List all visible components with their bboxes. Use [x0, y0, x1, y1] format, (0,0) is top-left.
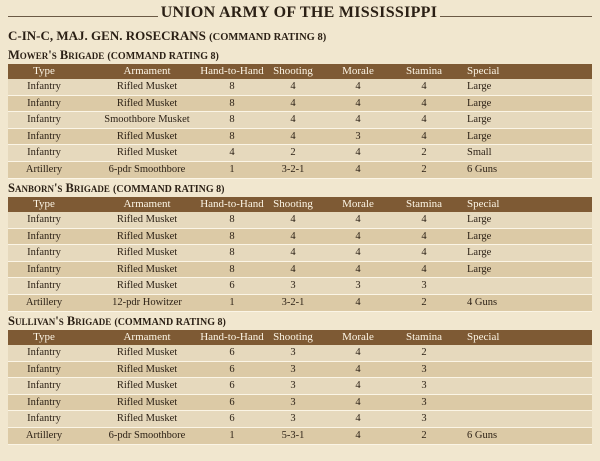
cell-stamina: 4	[421, 130, 427, 142]
column-header-stamina: Stamina	[405, 65, 443, 77]
cell-hand-to-hand: 8	[229, 81, 235, 92]
table-row	[8, 96, 592, 113]
table-row	[8, 229, 592, 246]
cell-hand-to-hand: 8	[229, 247, 235, 259]
cell-type: Infantry	[27, 263, 61, 275]
cell-special: 6 Guns	[467, 429, 498, 441]
brigade-rating: (COMMAND RATING 8)	[114, 317, 226, 328]
commander-line	[8, 28, 326, 44]
cell-morale: 4	[355, 163, 361, 175]
cell-type: Infantry	[27, 81, 61, 92]
cell-hand-to-hand: 8	[229, 230, 235, 242]
cell-special: Large	[467, 230, 492, 242]
cell-special: Large	[467, 247, 492, 259]
table-row	[8, 262, 592, 279]
page-header	[0, 4, 600, 26]
cell-shooting: 4	[290, 81, 296, 92]
cell-morale: 4	[355, 363, 361, 375]
cell-armament: Rifled Musket	[116, 263, 178, 275]
table-row	[8, 395, 592, 412]
cell-armament: Rifled Musket	[116, 214, 178, 225]
cell-hand-to-hand: 8	[229, 97, 235, 109]
cell-armament: Rifled Musket	[116, 396, 178, 408]
column-header-shooting: Shooting	[273, 331, 313, 343]
cell-special: 4 Guns	[467, 296, 498, 308]
cell-morale: 4	[355, 230, 361, 242]
cell-stamina: 3	[421, 280, 427, 292]
table-row	[8, 79, 592, 96]
cell-shooting: 3	[290, 347, 296, 358]
cell-stamina: 3	[421, 396, 427, 408]
cell-type: Infantry	[27, 380, 61, 392]
cell-shooting: 4	[290, 263, 296, 275]
cell-stamina: 2	[421, 429, 427, 441]
cell-shooting: 3	[290, 280, 296, 292]
cell-shooting: 4	[290, 230, 296, 242]
table-row	[8, 378, 592, 395]
cell-hand-to-hand: 8	[229, 214, 235, 225]
cell-shooting: 2	[290, 147, 296, 159]
cell-type: Infantry	[27, 130, 61, 142]
column-header-stamina: Stamina	[405, 331, 443, 343]
cell-armament: Rifled Musket	[116, 97, 178, 109]
cell-stamina: 4	[421, 214, 427, 225]
table-row	[8, 428, 592, 445]
cell-armament: Rifled Musket	[116, 347, 178, 358]
cell-type: Infantry	[27, 396, 61, 408]
cell-shooting: 4	[290, 247, 296, 259]
cell-type: Infantry	[27, 147, 61, 159]
cell-stamina: 3	[421, 363, 427, 375]
column-header-special: Special	[467, 65, 500, 77]
cell-type: Infantry	[27, 347, 61, 358]
cell-stamina: 3	[421, 380, 427, 392]
cell-special: Large	[467, 97, 492, 109]
brigade-name: Mower's Brigade	[8, 48, 105, 62]
cell-morale: 4	[355, 296, 361, 308]
table-row	[8, 362, 592, 379]
brigade-section-sanborn	[8, 180, 592, 312]
table-header-row	[8, 330, 592, 345]
cell-shooting: 5-3-1	[281, 429, 305, 441]
table-row	[8, 411, 592, 428]
cell-armament: Rifled Musket	[116, 413, 178, 425]
cell-morale: 4	[355, 147, 361, 159]
table-row	[8, 278, 592, 295]
table-row	[8, 129, 592, 146]
cell-hand-to-hand: 8	[229, 263, 235, 275]
cell-armament: Rifled Musket	[116, 81, 178, 92]
cell-armament: Rifled Musket	[116, 247, 178, 259]
cell-shooting: 4	[290, 214, 296, 225]
cell-hand-to-hand: 1	[229, 429, 235, 441]
cell-stamina: 4	[421, 81, 427, 92]
cell-shooting: 3	[290, 396, 296, 408]
column-header-hand-to-hand: Hand-to-Hand	[200, 331, 264, 343]
cell-hand-to-hand: 6	[229, 380, 235, 392]
cell-armament: Rifled Musket	[116, 380, 178, 392]
cell-type: Infantry	[27, 413, 61, 425]
cell-armament: 12-pdr Howitzer	[112, 296, 182, 308]
table-row	[8, 345, 592, 362]
commander-name: C-IN-C, MAJ. GEN. ROSECRANS	[8, 28, 206, 43]
column-header-type: Type	[33, 198, 55, 210]
cell-armament: 6-pdr Smoothbore	[108, 163, 186, 175]
cell-type: Infantry	[27, 97, 61, 109]
cell-hand-to-hand: 6	[229, 413, 235, 425]
cell-morale: 4	[355, 380, 361, 392]
cell-stamina: 3	[421, 413, 427, 425]
cell-armament: Rifled Musket	[116, 280, 178, 292]
title-rule-right	[440, 16, 592, 17]
cell-morale: 4	[355, 263, 361, 275]
cell-special: 6 Guns	[467, 163, 498, 175]
brigade-title	[8, 313, 592, 330]
cell-stamina: 2	[421, 147, 427, 159]
cell-morale: 4	[355, 429, 361, 441]
column-header-morale: Morale	[342, 331, 374, 343]
cell-type: Infantry	[27, 247, 61, 259]
column-header-shooting: Shooting	[273, 65, 313, 77]
brigade-title	[8, 47, 592, 64]
cell-hand-to-hand: 6	[229, 363, 235, 375]
column-header-armament: Armament	[123, 198, 171, 210]
cell-stamina: 2	[421, 347, 427, 358]
cell-morale: 4	[355, 396, 361, 408]
cell-morale: 4	[355, 81, 361, 92]
cell-special: Large	[467, 263, 492, 275]
cell-shooting: 3-2-1	[281, 296, 305, 308]
cell-hand-to-hand: 1	[229, 296, 235, 308]
cell-hand-to-hand: 8	[229, 130, 235, 142]
cell-shooting: 4	[290, 130, 296, 142]
table-row	[8, 212, 592, 229]
cell-stamina: 4	[421, 247, 427, 259]
cell-special: Small	[467, 147, 492, 159]
cell-type: Infantry	[27, 280, 61, 292]
cell-morale: 4	[355, 114, 361, 126]
table-row	[8, 245, 592, 262]
brigade-name: Sanborn's Brigade	[8, 181, 110, 195]
table-row	[8, 162, 592, 179]
table-header-row	[8, 64, 592, 79]
cell-special: Large	[467, 114, 492, 126]
column-header-hand-to-hand: Hand-to-Hand	[200, 198, 264, 210]
cell-morale: 4	[355, 247, 361, 259]
cell-morale: 4	[355, 413, 361, 425]
cell-type: Artillery	[25, 429, 63, 441]
cell-hand-to-hand: 6	[229, 396, 235, 408]
cell-special: Large	[467, 81, 492, 92]
column-header-type: Type	[33, 65, 55, 77]
cell-stamina: 2	[421, 163, 427, 175]
cell-shooting: 3	[290, 380, 296, 392]
cell-morale: 3	[355, 280, 361, 292]
title-rule-left	[8, 16, 158, 17]
column-header-shooting: Shooting	[273, 198, 313, 210]
cell-hand-to-hand: 4	[229, 147, 235, 159]
cell-morale: 4	[355, 214, 361, 225]
cell-morale: 4	[355, 347, 361, 358]
column-header-armament: Armament	[123, 65, 171, 77]
cell-stamina: 4	[421, 263, 427, 275]
cell-shooting: 4	[290, 114, 296, 126]
column-header-stamina: Stamina	[405, 198, 443, 210]
column-header-morale: Morale	[342, 65, 374, 77]
commander-rating: (COMMAND RATING 8)	[209, 32, 327, 43]
brigade-title	[8, 180, 592, 197]
brigade-name: Sullivan's Brigade	[8, 314, 112, 328]
brigade-rating: (COMMAND RATING 8)	[113, 184, 225, 195]
cell-armament: Rifled Musket	[116, 230, 178, 242]
cell-morale: 4	[355, 97, 361, 109]
cell-special: Large	[467, 130, 492, 142]
cell-armament: Smoothbore Musket	[104, 114, 190, 126]
cell-armament: Rifled Musket	[116, 130, 178, 142]
cell-type: Artillery	[25, 296, 63, 308]
column-header-hand-to-hand: Hand-to-Hand	[200, 65, 264, 77]
cell-type: Infantry	[27, 114, 61, 126]
cell-armament: Rifled Musket	[116, 363, 178, 375]
table-row	[8, 295, 592, 312]
table-row	[8, 145, 592, 162]
column-header-special: Special	[467, 198, 500, 210]
cell-stamina: 4	[421, 97, 427, 109]
cell-stamina: 2	[421, 296, 427, 308]
column-header-special: Special	[467, 331, 500, 343]
column-header-morale: Morale	[342, 198, 374, 210]
cell-hand-to-hand: 6	[229, 347, 235, 358]
cell-special: Large	[467, 214, 492, 225]
cell-hand-to-hand: 8	[229, 114, 235, 126]
cell-type: Artillery	[25, 163, 63, 175]
cell-type: Infantry	[27, 363, 61, 375]
cell-stamina: 4	[421, 114, 427, 126]
cell-armament: 6-pdr Smoothbore	[108, 429, 186, 441]
cell-armament: Rifled Musket	[116, 147, 178, 159]
cell-hand-to-hand: 6	[229, 280, 235, 292]
cell-shooting: 3	[290, 363, 296, 375]
cell-hand-to-hand: 1	[229, 163, 235, 175]
cell-morale: 3	[355, 130, 361, 142]
page-title: UNION ARMY OF THE MISSISSIPPI	[160, 4, 438, 21]
cell-stamina: 4	[421, 230, 427, 242]
cell-shooting: 3	[290, 413, 296, 425]
cell-shooting: 4	[290, 97, 296, 109]
table-header-row	[8, 197, 592, 212]
brigade-section-sullivan	[8, 313, 592, 445]
column-header-armament: Armament	[123, 331, 171, 343]
brigade-rating: (COMMAND RATING 8)	[107, 51, 219, 62]
cell-type: Infantry	[27, 230, 61, 242]
table-row	[8, 112, 592, 129]
cell-shooting: 3-2-1	[281, 163, 305, 175]
column-header-type: Type	[33, 331, 55, 343]
brigade-section-mower	[8, 47, 592, 179]
cell-type: Infantry	[27, 214, 61, 225]
